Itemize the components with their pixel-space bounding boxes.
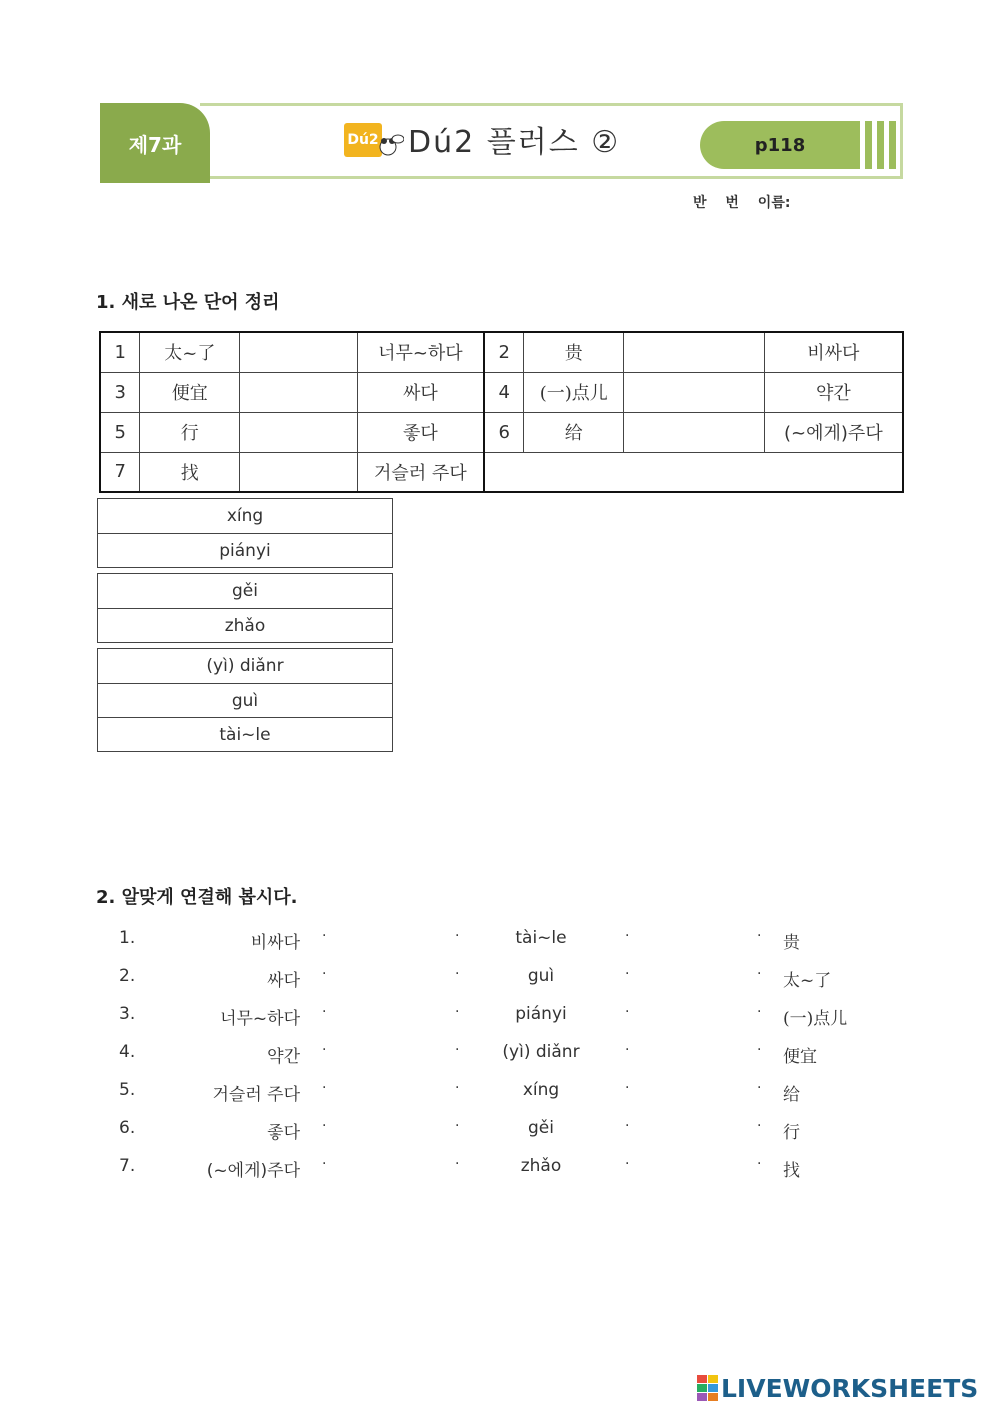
match-row — [0, 1080, 1000, 1110]
match-row — [0, 1118, 1000, 1148]
pinyin-group — [97, 498, 393, 568]
vocab-hanzi: 行 — [140, 412, 240, 452]
header-banner — [100, 103, 903, 183]
match-dot-pinyin-right[interactable]: · — [625, 966, 630, 982]
lesson-tab: 제7과 — [100, 103, 210, 183]
match-pinyin: xíng — [522, 1080, 560, 1100]
match-dot-right[interactable]: · — [757, 966, 762, 982]
match-dot-left[interactable]: · — [322, 966, 327, 982]
vocab-hanzi: 贵 — [524, 332, 624, 372]
pinyin-card[interactable]: xíng — [226, 506, 264, 526]
match-dot-pinyin-right[interactable]: · — [625, 1042, 630, 1058]
student-info-fields: 반 번 이름: — [693, 195, 791, 211]
match-hanzi: (一)点儿 — [783, 1009, 848, 1029]
match-dot-left[interactable]: · — [322, 1156, 327, 1172]
vocab-meaning: 비싸다 — [764, 332, 903, 372]
match-number: 1. — [119, 928, 136, 948]
pinyin-card[interactable]: (yì) diǎnr — [206, 656, 284, 676]
vocab-hanzi: 找 — [140, 452, 240, 492]
vocab-hanzi: 给 — [524, 412, 624, 452]
match-row — [0, 1004, 1000, 1034]
pinyin-drop-slot[interactable] — [624, 412, 765, 452]
vocab-number: 3 — [100, 372, 140, 412]
pinyin-card[interactable]: piányi — [98, 533, 392, 567]
match-dot-left[interactable]: · — [322, 1004, 327, 1020]
match-dot-pinyin-right[interactable]: · — [625, 1004, 630, 1020]
liveworksheets-logo-icon — [697, 1375, 719, 1401]
vocab-table — [99, 331, 904, 493]
match-dot-pinyin-left[interactable]: · — [455, 966, 460, 982]
match-dot-right[interactable]: · — [757, 1156, 762, 1172]
pinyin-card[interactable]: guì — [98, 683, 392, 717]
match-korean: 약간 — [267, 1047, 300, 1067]
match-dot-pinyin-left[interactable]: · — [455, 1156, 460, 1172]
match-hanzi: 太~了 — [783, 971, 832, 991]
vocab-meaning: 좋다 — [357, 412, 484, 452]
match-dot-pinyin-left[interactable]: · — [455, 1080, 460, 1096]
match-dot-right[interactable]: · — [757, 1080, 762, 1096]
vocab-number: 5 — [100, 412, 140, 452]
worksheet-title: Dú2 플러스 ② — [408, 125, 621, 160]
match-number: 4. — [119, 1042, 136, 1062]
match-hanzi: 找 — [783, 1161, 800, 1181]
match-dot-left[interactable]: · — [322, 1042, 327, 1058]
panda-icon — [378, 133, 404, 157]
match-dot-pinyin-right[interactable]: · — [625, 1080, 630, 1096]
pinyin-group — [97, 648, 393, 752]
vocab-meaning: 약간 — [764, 372, 903, 412]
table-row — [100, 452, 903, 492]
vocab-hanzi: (一)点儿 — [524, 372, 624, 412]
brand-text: LIVEWORKSHEETS — [721, 1374, 979, 1403]
match-hanzi: 行 — [783, 1123, 800, 1143]
match-dot-right[interactable]: · — [757, 1042, 762, 1058]
table-row — [100, 332, 903, 372]
vocab-number: 6 — [484, 412, 524, 452]
match-dot-right[interactable]: · — [757, 1004, 762, 1020]
table-row — [100, 372, 903, 412]
match-row — [0, 966, 1000, 996]
vocab-meaning: (~에게)주다 — [764, 412, 903, 452]
banner-stripe — [889, 121, 896, 169]
match-dot-right[interactable]: · — [757, 928, 762, 944]
match-pinyin: piányi — [515, 1004, 567, 1024]
table-row — [100, 412, 903, 452]
match-pinyin: tài~le — [515, 928, 567, 948]
match-number: 5. — [119, 1080, 136, 1100]
match-hanzi: 给 — [783, 1085, 800, 1105]
vocab-number: 7 — [100, 452, 140, 492]
match-dot-left[interactable]: · — [322, 928, 327, 944]
empty-cell — [484, 452, 903, 492]
banner-stripe — [865, 121, 872, 169]
match-number: 7. — [119, 1156, 136, 1176]
match-dot-pinyin-right[interactable]: · — [625, 1156, 630, 1172]
banner-stripe — [877, 121, 884, 169]
match-dot-pinyin-left[interactable]: · — [455, 1042, 460, 1058]
match-korean: 좋다 — [267, 1123, 300, 1143]
pinyin-drop-slot[interactable] — [240, 372, 358, 412]
pinyin-drop-slot[interactable] — [240, 412, 358, 452]
match-hanzi: 贵 — [783, 933, 800, 953]
match-number: 6. — [119, 1118, 136, 1138]
match-dot-pinyin-left[interactable]: · — [455, 928, 460, 944]
match-pinyin: zhǎo — [520, 1156, 562, 1176]
match-pinyin: (yì) diǎnr — [502, 1042, 580, 1062]
page-reference: p118 — [700, 121, 860, 169]
vocab-hanzi: 太~了 — [140, 332, 240, 372]
match-number: 3. — [119, 1004, 136, 1024]
vocab-number: 1 — [100, 332, 140, 372]
match-dot-right[interactable]: · — [757, 1118, 762, 1134]
section2-title: 2. 알맞게 연결해 봅시다. — [96, 887, 298, 908]
match-korean: 비싸다 — [250, 933, 300, 953]
pinyin-card[interactable]: zhǎo — [98, 608, 392, 642]
vocab-meaning: 거슬러 주다 — [357, 452, 484, 492]
match-row — [0, 928, 1000, 958]
match-dot-pinyin-left[interactable]: · — [455, 1004, 460, 1020]
match-row — [0, 1156, 1000, 1186]
pinyin-drop-slot[interactable] — [624, 372, 765, 412]
match-pinyin: guì — [527, 966, 555, 986]
match-dot-pinyin-right[interactable]: · — [625, 1118, 630, 1134]
pinyin-drop-slot[interactable] — [240, 452, 358, 492]
match-korean: 너무~하다 — [220, 1009, 300, 1029]
match-number: 2. — [119, 966, 136, 986]
match-pinyin: gěi — [528, 1118, 554, 1138]
match-dot-left[interactable]: · — [322, 1080, 327, 1096]
liveworksheets-brand — [697, 1374, 978, 1403]
pinyin-card[interactable]: gěi — [232, 581, 258, 601]
vocab-number: 2 — [484, 332, 524, 372]
match-dot-left[interactable]: · — [322, 1118, 327, 1134]
match-korean: 거슬러 주다 — [212, 1085, 300, 1105]
vocab-meaning: 싸다 — [357, 372, 484, 412]
match-korean: (~에게)주다 — [206, 1161, 300, 1181]
match-korean: 싸다 — [267, 971, 300, 991]
vocab-hanzi: 便宜 — [140, 372, 240, 412]
pinyin-drop-slot[interactable] — [624, 332, 765, 372]
match-hanzi: 便宜 — [783, 1047, 817, 1067]
pinyin-drop-slot[interactable] — [240, 332, 358, 372]
match-dot-pinyin-right[interactable]: · — [625, 928, 630, 944]
du2-logo: Dú2 — [344, 123, 382, 157]
pinyin-group — [97, 573, 393, 643]
vocab-number: 4 — [484, 372, 524, 412]
section1-title: 1. 새로 나온 단어 정리 — [96, 292, 280, 313]
vocab-meaning: 너무~하다 — [357, 332, 484, 372]
match-row — [0, 1042, 1000, 1072]
match-dot-pinyin-left[interactable]: · — [455, 1118, 460, 1134]
pinyin-card[interactable]: tài~le — [98, 717, 392, 751]
